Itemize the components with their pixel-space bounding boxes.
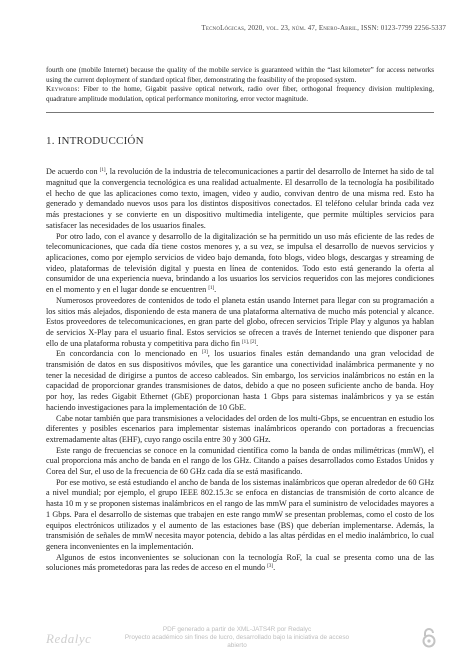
footer-note [120, 626, 354, 650]
citation[interactable]: [1] [99, 168, 106, 174]
footer-line-2: Proyecto académico sin fines de lucro, desarrollado bajo la iniciativa de acceso abierto [124, 634, 350, 649]
paragraph-4: En concordancia con lo mencionado en [3], los usuarios finales están demandando una gran velocidad de transmisión de datos en sus dispositivos móviles, que les garantice una conectividad inalámbrica permanente y no tener la necesidad de dirigirse a puntos de acceso cableados. Sin embargo, los servicios inalámbricos no están en la capacidad de proporcionar grandes transmisiones de datos, debido a que no poseen suficiente ancho de banda. Hoy por hoy, las redes Gigabit Ethernet (GbE) proporcionan hasta 1 Gbps para sistemas inalámbricos y ya se están haciendo investigaciones para la implementación de 10 GbE. [46, 349, 435, 412]
keywords [46, 85, 434, 104]
abstract-continuation: fourth one (mobile Internet) because the quality of the mobile service is guaranteed within the “last kilometer” for access networks using the current deployment of standard optical fiber, demonstrating the feasibility of the proposed system. [46, 66, 434, 84]
paragraph-3: Numerosos proveedores de contenidos de todo el planeta están usando Internet para llegar con su programación a los sitios más alejados, disponiendo de esta manera de una plataforma alternativa de mucho más potencial y alcance. Estos proveedores de telecomunicaciones, en gran parte del globo, ofrecen servicios Triple Play y algunos ya hablan de servicios X-Play para el usuario final. Estos servicios se ofrecen a través de Internet teniendo que disponer para ello de una plataforma robusta y competitiva para dicho fin [1], [2]. [46, 295, 434, 348]
citation[interactable]: [1], [2] [241, 339, 257, 345]
section-title: 1. INTRODUCCIÓN [46, 135, 144, 148]
paragraph-7: Por ese motivo, se está estudiando el ancho de banda de los sistemas inalámbricos que operan alrededor de 60 GHz a nivel mundial; por ejemplo, el grupo IEEE 802.15.3c se enfoca en distancias de transmisión de corto alcance de hasta 10 m y se proponen sistemas inalámbricos en el rango de las mmW para el suministro de velocidades mayores a 1 Gbps. Para el desarrollo de sistemas que trabajen en este rango mmW se presentan problemas, como el costo de los equipos electrónicos utilizados y el aumento de las estaciones base (BS) que deberían implementarse. Además, la transmisión de señales de mmW necesita mayor potencia, debido a las altas pérdidas en el medio inalámbrico, lo cual genera inconvenientes en la implementación. [46, 477, 434, 551]
citation[interactable]: [3] [267, 564, 274, 570]
page-footer [0, 622, 474, 662]
open-access-icon[interactable] [421, 627, 437, 649]
paragraph-5: Cabe notar también que para transmisiones a velocidades del orden de los multi-Gbps, se encuentran en estudio los diferentes y posibles escenarios para implementar sistemas inalámbricos operando con portadoras a frecuencias extremadamente altas (EHF), cuyo rango oscila entre 30 y 300 GHz. [46, 413, 434, 444]
paragraph-2: Por otro lado, con el avance y desarrollo de la digitalización se ha permitido un uso más eficiente de las redes de telecomunicaciones, que cada día tiene costos menores y, a su vez, se impulsa el desarrollo de nuevos servicios y aplicaciones, como por ejemplo servicios de video bajo demanda, foto blogs, video blogs, descargas y streaming de video, plataformas de televisión digital y puesta en línea de contenidos. Todo esto está generando la oferta al consumidor de una experiencia nueva, brindando a los usuarios los servicios requeridos con las mejores condiciones en el momento y en el lugar donde se encuentren [1]. [46, 231, 434, 295]
footer-line-1: PDF generado a partir de XML-JATS4R por Redalyc [162, 626, 312, 633]
running-head: TecnoLógicas, 2020, vol. 23, núm. 47, Enero-Abril, ISSN: 0123-7799 2256-5337 [201, 24, 446, 32]
citation[interactable]: [3] [201, 350, 208, 356]
section-divider [46, 112, 434, 113]
paragraph-6: Este rango de frecuencias se conoce en la comunidad científica como la banda de ondas milimétricas (mmW), el cual proporciona más ancho de banda en el rango de los GHz. Citando a países desarrollados como Estados Unidos y Corea del Sur, el uso de la frecuencia de 60 GHz cada día se está masificando. [46, 445, 434, 477]
redalyc-logo-mark [46, 628, 104, 650]
article-body [46, 66, 434, 574]
keywords-label: Keywords: [46, 85, 80, 94]
citation[interactable]: [1] [208, 286, 215, 292]
paragraph-8: Algunos de estos inconvenientes se solucionan con la tecnología RoF, la cual se presenta como una de las soluciones más prometedoras para las redes de acceso en el mundo [3]. [46, 552, 434, 573]
redalyc-logo[interactable] [46, 628, 104, 648]
svg-text:Redalyc: Redalyc [46, 631, 92, 646]
paragraph-1: De acuerdo con [1], la revolución de la industria de telecomunicaciones a partir del desarrollo de Internet ha sido de tal magnitud que la convergencia tecnológica es una realidad actualmente. El desarrollo de la tecnología ha posibilitado el hecho de que las aplicaciones como texto, imagen, video y audio, convivan dentro de una misma red. Esto ha generado y demandado nuevos usos para los distintos dispositivos conectados. El teléfono celular brinda cada vez más prestaciones y se convierte en un dispositivo multimedia inteligente, que permite múltiples servicios para satisfacer las necesidades de los usuarios finales. [46, 167, 435, 230]
keywords-text: Fiber to the home, Gigabit passive optical network, radio over fiber, orthogonal frequency division multiplexing, quadrature amplitude modulation, optical performance monitoring, error vector magnitude. [46, 85, 435, 103]
